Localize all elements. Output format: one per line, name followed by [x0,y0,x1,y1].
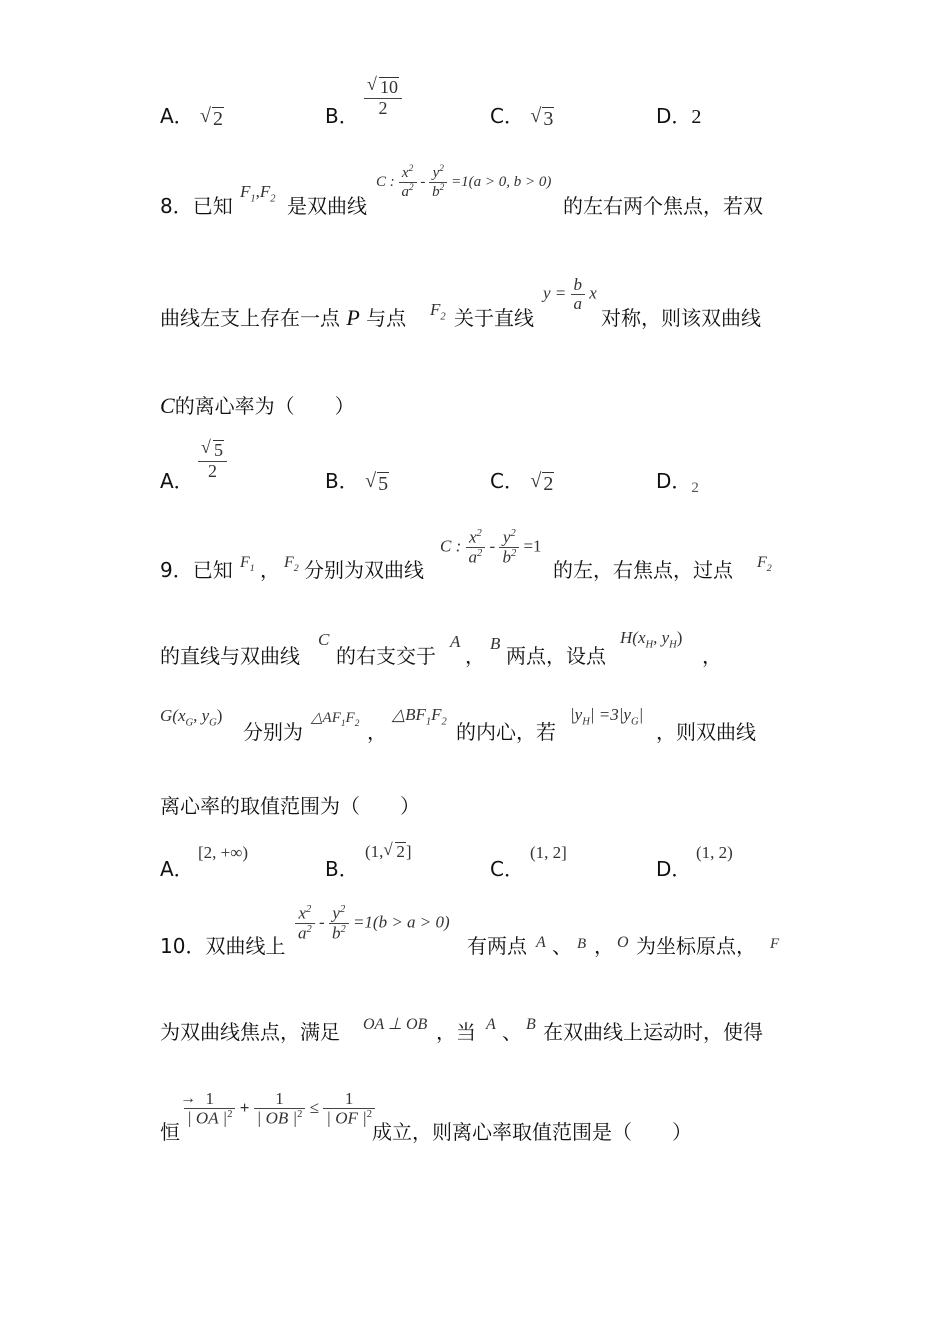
q7-option-c: C． √ 3 [490,100,554,129]
q9-option-a: A． [160,857,194,881]
q8-text-3: 关于直线 [454,306,534,330]
q10-text-5: 成立，则离心率取值范围是（ ） [372,1120,692,1144]
q10-text-2: 为坐标原点， [636,934,756,958]
q9-abs-condition: $|y_H| =3|y_G|$ [570,705,644,728]
q9-triangle-2: $\triangle BF_1F_2$ [392,705,447,728]
q10-o: O [617,934,629,951]
q8-option-c: C． √ 2 [490,465,554,494]
q9-f1: $F_1$ [240,554,255,575]
q9-b: B [490,634,501,653]
q10-text-3: ，当 [436,1020,476,1044]
q8-text-2: 的左右两个焦点，若双 [563,194,763,218]
q10-a: A [536,934,546,951]
q10-line-2: 为双曲线焦点，满足 [160,1020,340,1044]
q9-f2: $F_2$ [284,554,299,575]
q8-line-1: 8．已知 [160,194,233,218]
q9-text-6: 的内心，若 [456,720,556,744]
q9-option-b-value: (1,√ 2] [365,842,412,862]
q9-point-g: $G(x_G$, $y_G$) [160,706,223,729]
q10-b-2: B [526,1016,536,1033]
q8-option-a-fraction: √ $\frac{5}{2}$ [198,440,227,482]
q9-option-c-value: (1, 2] [530,843,567,862]
q9-c: C [318,630,330,649]
q10-hyperbola-equation: $\frac{x^2}{a^2}$ - $\frac{y^2}{b^2}$ =1(b > a > 0) [295,904,450,943]
q9-a: A [450,632,461,651]
q7-option-a-value: √ 2 [200,108,224,130]
q9-comma: ， [702,644,722,668]
q10-line-3: 恒 [160,1120,180,1144]
q9-point-h: $H(x_H$, $y_H$) [620,628,683,651]
q9-sep-2: ， [465,644,485,668]
q9-line-4: 离心率的取值范围为（ ） [160,794,420,818]
q9-line-1: 9．已知 [160,558,233,582]
q9-sep-1: ， [260,558,280,582]
q9-text-4: 两点，设点 [506,644,606,668]
q10-a-2: A [486,1016,496,1033]
q9-option-d-value: (1, 2) [696,843,733,862]
q9-triangle-1: $\triangle AF_1F_2$ [311,710,360,729]
q8-point-f2: $F_2$ [430,300,446,323]
q7-option-b-fraction: √ $\frac{10}{2}$ [364,77,402,119]
q8-line-2: 曲线左支上存在一点 P 与点 [160,305,407,330]
q9-option-b: B． [325,857,359,881]
q9-hyperbola-equation: C : $\frac{x^2}{a^2}$ - $\frac{y^2}{b^2}$ =1 [440,527,542,567]
q9-text-2: 的左，右焦点，过点 [553,558,733,582]
q9-option-c: C． [490,857,524,881]
q10-text-4: 在双曲线上运动时，使得 [543,1020,763,1044]
q8-text-4: 对称，则该双曲线 [601,306,761,330]
q8-option-a: A． [160,469,194,493]
q8-line-equation: y = $\frac{b}{a}$ x [543,275,597,313]
q8-text-1: 是双曲线 [287,194,367,218]
q7-option-b: B． [325,104,359,128]
q8-hyperbola-equation: C : $\frac{x^2}{a^2}$ - $\frac{y^2}{b^2}$ =1(a > 0, b > 0) [376,164,552,200]
q9-f2-end: $F_2$ [757,554,772,575]
q8-foci: $F_1,F_2$ [240,182,276,205]
q9-sep-3: ， [367,720,387,744]
q7-option-d: D．2 [656,104,702,128]
q9-text-7: ，则双曲线 [656,720,756,744]
q7-option-a: A． √ 2 [160,100,224,129]
q9-option-d: D． [656,857,692,881]
q8-option-d: D．$_2$ [656,469,699,496]
q9-text-5: 分别为 [243,720,303,744]
q8-option-b: B． √ 5 [325,465,389,494]
q10-b: B [577,936,587,952]
q9-text-1: 分别为双曲线 [304,558,424,582]
q9-option-a-value: [2, +∞) [198,843,249,862]
q10-dun-1: 、 [552,934,572,958]
q10-dun-2: 、 [502,1020,522,1044]
vector-arrow: → [180,1090,196,1107]
q9-text-3: 的右支交于 [336,644,436,668]
q10-sep-1: ， [594,934,614,958]
q10-f: F [770,936,780,952]
q10-perpendicular: OA ⊥ OB [363,1016,428,1033]
q8-line-3: C的离心率为（ ） [160,393,355,418]
q10-line-1: 10．双曲线上 [160,934,286,958]
q10-inequality: $\frac{1}{| OA |^2}$ + $\frac{1}{| OB |^2}$ ≤ $\frac{1}{| OF |^2}$ [184,1090,375,1128]
q10-text-1: 有两点 [467,934,527,958]
q9-line-2: 的直线与双曲线 [160,644,300,668]
